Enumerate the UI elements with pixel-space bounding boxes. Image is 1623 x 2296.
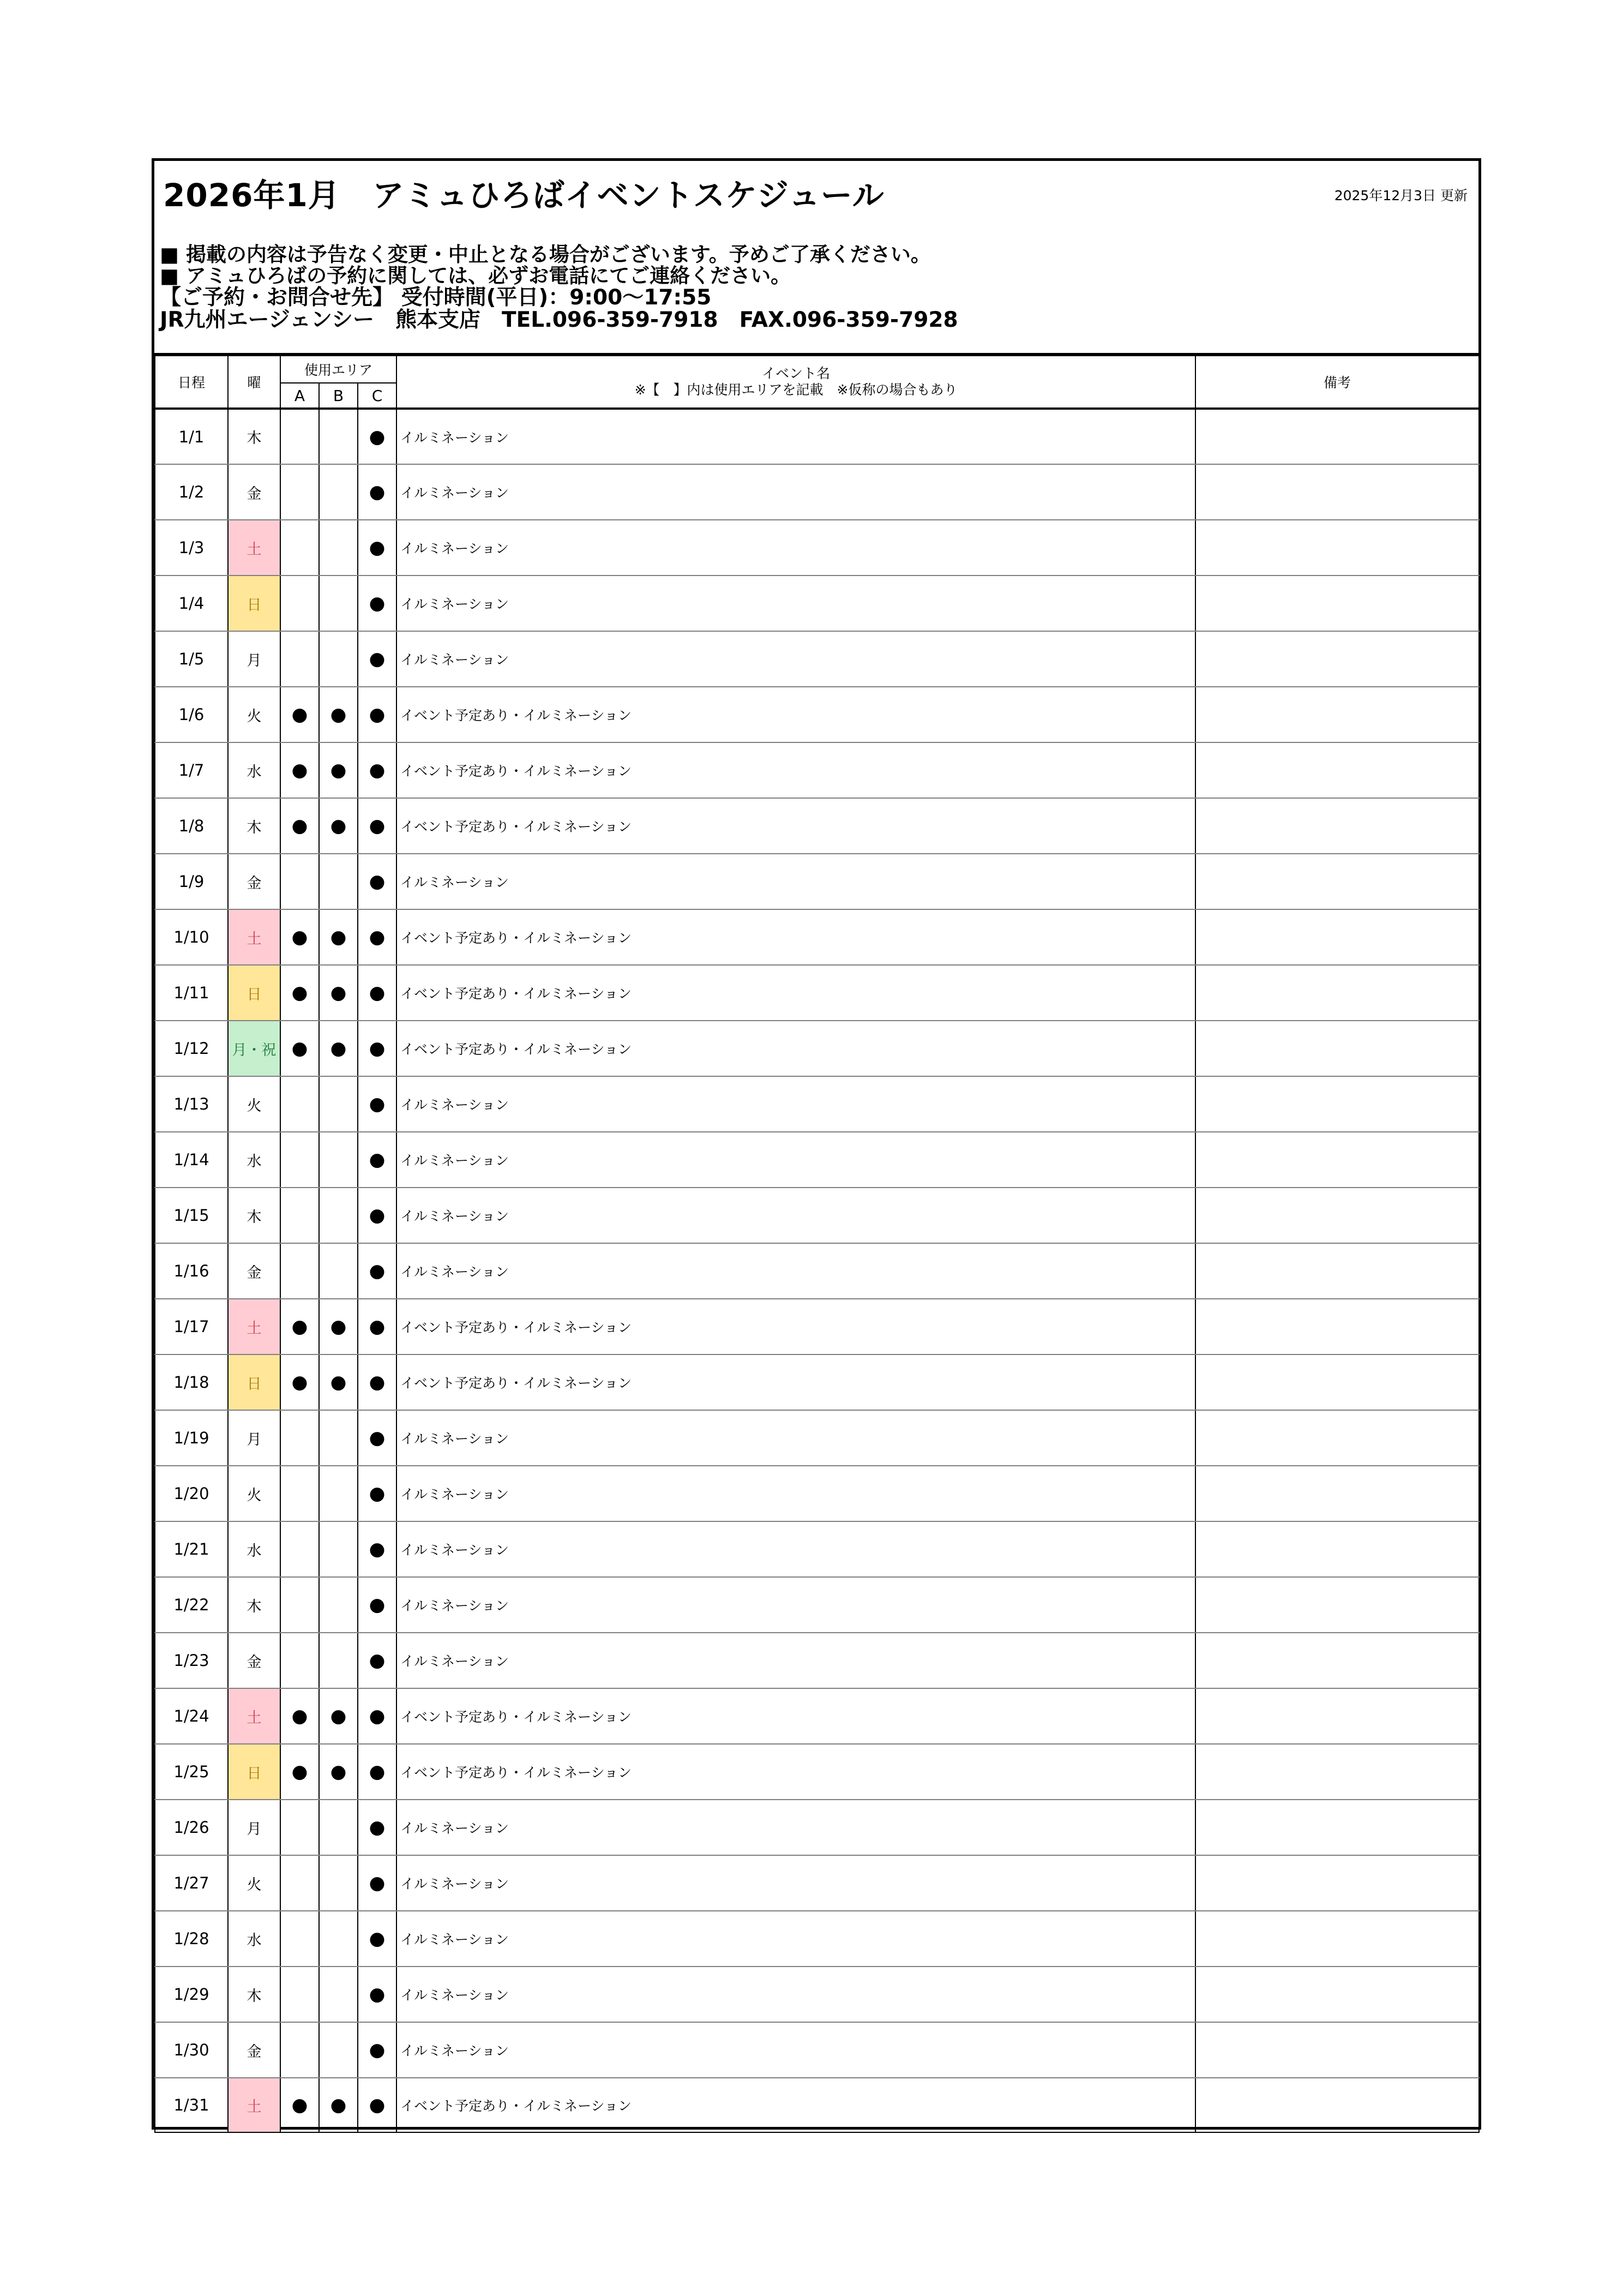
event-name-cell: イルミネーション <box>396 1911 1195 1967</box>
area-b-mark <box>319 1911 358 1967</box>
area-a-mark: ● <box>280 965 319 1021</box>
day-cell: 木 <box>228 1188 280 1243</box>
table-row <box>155 1354 1479 1410</box>
area-c-mark: ● <box>358 909 396 965</box>
area-a-mark <box>280 1132 319 1188</box>
area-c-mark: ● <box>358 576 396 631</box>
date-cell: 1/27 <box>155 1855 228 1911</box>
contact-hours: 【ご予約・お問合せ先】 受付時間(平日)：9:00～17:55 <box>160 285 712 310</box>
event-name-cell: イベント予定あり・イルミネーション <box>396 798 1195 854</box>
event-name-cell: イルミネーション <box>396 1967 1195 2022</box>
event-name-cell: イルミネーション <box>396 854 1195 909</box>
area-a-mark <box>280 854 319 909</box>
day-cell: 火 <box>228 1466 280 1521</box>
note-cell <box>1195 1633 1479 1688</box>
area-a-mark: ● <box>280 1354 319 1410</box>
date-cell: 1/11 <box>155 965 228 1021</box>
area-b-mark <box>319 464 358 520</box>
date-cell: 1/24 <box>155 1688 228 1744</box>
area-c-mark: ● <box>358 1800 396 1855</box>
day-cell: 火 <box>228 1076 280 1132</box>
note-cell <box>1195 631 1479 687</box>
day-cell: 木 <box>228 1577 280 1633</box>
event-name-cell: イルミネーション <box>396 631 1195 687</box>
area-a-mark <box>280 1967 319 2022</box>
day-cell: 水 <box>228 1521 280 1577</box>
date-cell: 1/18 <box>155 1354 228 1410</box>
day-cell: 月・祝 <box>228 1021 280 1076</box>
area-c-mark: ● <box>358 798 396 854</box>
note-cell <box>1195 1911 1479 1967</box>
note-cell <box>1195 1132 1479 1188</box>
area-a-mark: ● <box>280 909 319 965</box>
area-a-mark <box>280 1410 319 1466</box>
day-cell: 月 <box>228 1410 280 1466</box>
note-cell <box>1195 1744 1479 1800</box>
area-b-mark <box>319 1410 358 1466</box>
header-area: 使用エリア <box>280 356 396 383</box>
area-c-mark: ● <box>358 1188 396 1243</box>
table-row <box>155 1188 1479 1243</box>
day-cell: 土 <box>228 1688 280 1744</box>
event-name-cell: イベント予定あり・イルミネーション <box>396 1354 1195 1410</box>
date-cell: 1/9 <box>155 854 228 909</box>
area-a-mark: ● <box>280 2078 319 2132</box>
header-day: 曜 <box>228 356 280 409</box>
table-row <box>155 631 1479 687</box>
day-cell: 火 <box>228 687 280 742</box>
table-row <box>155 1688 1479 1744</box>
table-row <box>155 1132 1479 1188</box>
table-row <box>155 1521 1479 1577</box>
date-cell: 1/15 <box>155 1188 228 1243</box>
note-cell <box>1195 1577 1479 1633</box>
area-b-mark <box>319 1967 358 2022</box>
note-cell <box>1195 742 1479 798</box>
notice-change: ■ 掲載の内容は予告なく変更・中止となる場合がございます。予めご了承ください。 <box>160 243 931 266</box>
event-name-cell: イルミネーション <box>396 1466 1195 1521</box>
area-b-mark <box>319 2022 358 2078</box>
area-a-mark <box>280 409 319 464</box>
note-cell <box>1195 909 1479 965</box>
event-name-cell: イベント予定あり・イルミネーション <box>396 687 1195 742</box>
day-cell: 土 <box>228 520 280 576</box>
area-a-mark <box>280 1855 319 1911</box>
table-row <box>155 1855 1479 1911</box>
area-c-mark: ● <box>358 1076 396 1132</box>
note-cell <box>1195 1076 1479 1132</box>
header-note: 備考 <box>1195 356 1479 409</box>
area-c-mark: ● <box>358 1577 396 1633</box>
note-cell <box>1195 464 1479 520</box>
area-a-mark <box>280 1800 319 1855</box>
day-cell: 木 <box>228 409 280 464</box>
area-c-mark: ● <box>358 1633 396 1688</box>
date-cell: 1/25 <box>155 1744 228 1800</box>
area-a-mark: ● <box>280 798 319 854</box>
note-cell <box>1195 1967 1479 2022</box>
date-cell: 1/7 <box>155 742 228 798</box>
event-name-cell: イルミネーション <box>396 576 1195 631</box>
area-b-mark <box>319 854 358 909</box>
table-row <box>155 1299 1479 1354</box>
day-cell: 水 <box>228 742 280 798</box>
event-name-cell: イルミネーション <box>396 1076 1195 1132</box>
table-row <box>155 965 1479 1021</box>
note-cell <box>1195 520 1479 576</box>
area-b-mark: ● <box>319 1354 358 1410</box>
area-b-mark: ● <box>319 1744 358 1800</box>
area-b-mark <box>319 1855 358 1911</box>
header-area-b: B <box>319 383 358 409</box>
table-row <box>155 1633 1479 1688</box>
day-cell: 土 <box>228 909 280 965</box>
area-a-mark <box>280 1466 319 1521</box>
day-cell: 金 <box>228 2022 280 2078</box>
table-body <box>155 409 1479 2132</box>
area-b-mark: ● <box>319 909 358 965</box>
day-cell: 日 <box>228 1744 280 1800</box>
area-c-mark: ● <box>358 1521 396 1577</box>
area-b-mark <box>319 1076 358 1132</box>
table-row <box>155 1744 1479 1800</box>
area-b-mark <box>319 1633 358 1688</box>
note-cell <box>1195 687 1479 742</box>
day-cell: 木 <box>228 1967 280 2022</box>
area-b-mark: ● <box>319 965 358 1021</box>
note-cell <box>1195 1299 1479 1354</box>
note-cell <box>1195 409 1479 464</box>
area-a-mark: ● <box>280 1744 319 1800</box>
area-a-mark <box>280 1243 319 1299</box>
event-name-cell: イベント予定あり・イルミネーション <box>396 742 1195 798</box>
table-row <box>155 1577 1479 1633</box>
contact-phone-fax: JR九州エージェンシー 熊本支店 TEL.096-359-7918 FAX.096-359-7928 <box>160 308 958 332</box>
schedule-sheet <box>152 158 1481 2130</box>
table-row <box>155 1466 1479 1521</box>
date-cell: 1/29 <box>155 1967 228 2022</box>
date-cell: 1/23 <box>155 1633 228 1688</box>
area-b-mark: ● <box>319 1021 358 1076</box>
updated-date: 2025年12月3日 更新 <box>1334 188 1468 203</box>
area-b-mark <box>319 520 358 576</box>
area-c-mark: ● <box>358 1855 396 1911</box>
area-b-mark <box>319 1132 358 1188</box>
area-c-mark: ● <box>358 631 396 687</box>
area-c-mark: ● <box>358 409 396 464</box>
table-row <box>155 576 1479 631</box>
notice-reservation: ■ アミュひろばの予約に関しては、必ずお電話にてご連絡ください。 <box>160 264 791 287</box>
date-cell: 1/16 <box>155 1243 228 1299</box>
event-name-cell: イルミネーション <box>396 1633 1195 1688</box>
schedule-table <box>154 355 1480 2133</box>
area-c-mark: ● <box>358 1132 396 1188</box>
date-cell: 1/10 <box>155 909 228 965</box>
table-row <box>155 687 1479 742</box>
event-name-cell: イベント予定あり・イルミネーション <box>396 1744 1195 1800</box>
note-cell <box>1195 1466 1479 1521</box>
note-cell <box>1195 1188 1479 1243</box>
area-a-mark <box>280 631 319 687</box>
area-b-mark <box>319 409 358 464</box>
header-area-c: C <box>358 383 396 409</box>
table-row <box>155 2078 1479 2132</box>
table-row <box>155 1076 1479 1132</box>
day-cell: 日 <box>228 965 280 1021</box>
date-cell: 1/17 <box>155 1299 228 1354</box>
day-cell: 金 <box>228 464 280 520</box>
event-name-cell: イルミネーション <box>396 1800 1195 1855</box>
date-cell: 1/20 <box>155 1466 228 1521</box>
note-cell <box>1195 1800 1479 1855</box>
area-b-mark <box>319 576 358 631</box>
header-area-a: A <box>280 383 319 409</box>
area-c-mark: ● <box>358 520 396 576</box>
date-cell: 1/14 <box>155 1132 228 1188</box>
note-cell <box>1195 2022 1479 2078</box>
header-event-note: ※【 】内は使用エリアを記載 ※仮称の場合もあり <box>634 382 958 398</box>
area-b-mark <box>319 1577 358 1633</box>
area-c-mark: ● <box>358 1354 396 1410</box>
date-cell: 1/21 <box>155 1521 228 1577</box>
area-b-mark <box>319 1243 358 1299</box>
table-row <box>155 742 1479 798</box>
event-name-cell: イルミネーション <box>396 1132 1195 1188</box>
table-row <box>155 1243 1479 1299</box>
area-c-mark: ● <box>358 1911 396 1967</box>
note-cell <box>1195 1021 1479 1076</box>
area-c-mark: ● <box>358 854 396 909</box>
table-row <box>155 854 1479 909</box>
area-a-mark: ● <box>280 1688 319 1744</box>
event-name-cell: イベント予定あり・イルミネーション <box>396 2078 1195 2132</box>
table-row <box>155 909 1479 965</box>
day-cell: 土 <box>228 1299 280 1354</box>
area-c-mark: ● <box>358 1688 396 1744</box>
area-a-mark <box>280 464 319 520</box>
area-c-mark: ● <box>358 1466 396 1521</box>
area-c-mark: ● <box>358 1967 396 2022</box>
date-cell: 1/28 <box>155 1911 228 1967</box>
date-cell: 1/12 <box>155 1021 228 1076</box>
area-b-mark <box>319 1188 358 1243</box>
area-a-mark: ● <box>280 1021 319 1076</box>
table-row <box>155 409 1479 464</box>
date-cell: 1/5 <box>155 631 228 687</box>
area-b-mark: ● <box>319 742 358 798</box>
area-a-mark <box>280 1188 319 1243</box>
day-cell: 水 <box>228 1911 280 1967</box>
day-cell: 火 <box>228 1855 280 1911</box>
note-cell <box>1195 576 1479 631</box>
area-a-mark <box>280 1577 319 1633</box>
area-c-mark: ● <box>358 687 396 742</box>
area-c-mark: ● <box>358 464 396 520</box>
area-a-mark: ● <box>280 742 319 798</box>
area-b-mark <box>319 631 358 687</box>
day-cell: 金 <box>228 1243 280 1299</box>
table-row <box>155 520 1479 576</box>
event-name-cell: イベント予定あり・イルミネーション <box>396 1021 1195 1076</box>
event-name-cell: イルミネーション <box>396 1188 1195 1243</box>
area-b-mark: ● <box>319 1299 358 1354</box>
date-cell: 1/4 <box>155 576 228 631</box>
page-title: 2026年1月 アミュひろばイベントスケジュール <box>163 177 885 214</box>
area-a-mark <box>280 1076 319 1132</box>
date-cell: 1/31 <box>155 2078 228 2132</box>
table-row <box>155 1911 1479 1967</box>
date-cell: 1/6 <box>155 687 228 742</box>
event-name-cell: イルミネーション <box>396 409 1195 464</box>
table-row <box>155 2022 1479 2078</box>
area-a-mark <box>280 1633 319 1688</box>
event-name-cell: イベント予定あり・イルミネーション <box>396 1299 1195 1354</box>
table-row <box>155 464 1479 520</box>
table-row <box>155 798 1479 854</box>
table-row <box>155 1800 1479 1855</box>
area-b-mark <box>319 1521 358 1577</box>
area-c-mark: ● <box>358 1299 396 1354</box>
area-b-mark: ● <box>319 798 358 854</box>
area-a-mark <box>280 576 319 631</box>
area-b-mark: ● <box>319 1688 358 1744</box>
table-row <box>155 1967 1479 2022</box>
area-b-mark: ● <box>319 2078 358 2132</box>
note-cell <box>1195 1354 1479 1410</box>
event-name-cell: イルミネーション <box>396 1855 1195 1911</box>
note-cell <box>1195 1410 1479 1466</box>
date-cell: 1/13 <box>155 1076 228 1132</box>
event-name-cell: イルミネーション <box>396 1243 1195 1299</box>
event-name-cell: イベント予定あり・イルミネーション <box>396 909 1195 965</box>
area-a-mark <box>280 1521 319 1577</box>
table-row <box>155 1021 1479 1076</box>
event-name-cell: イルミネーション <box>396 1521 1195 1577</box>
event-name-cell: イルミネーション <box>396 520 1195 576</box>
area-a-mark: ● <box>280 687 319 742</box>
area-b-mark: ● <box>319 687 358 742</box>
area-a-mark: ● <box>280 1299 319 1354</box>
note-cell <box>1195 1855 1479 1911</box>
date-cell: 1/8 <box>155 798 228 854</box>
area-a-mark <box>280 520 319 576</box>
day-cell: 日 <box>228 1354 280 1410</box>
date-cell: 1/22 <box>155 1577 228 1633</box>
area-b-mark <box>319 1466 358 1521</box>
day-cell: 日 <box>228 576 280 631</box>
date-cell: 1/19 <box>155 1410 228 1466</box>
day-cell: 木 <box>228 798 280 854</box>
day-cell: 金 <box>228 854 280 909</box>
date-cell: 1/3 <box>155 520 228 576</box>
area-c-mark: ● <box>358 2022 396 2078</box>
event-name-cell: イベント予定あり・イルミネーション <box>396 1688 1195 1744</box>
header-event-title: イベント名 <box>762 365 831 381</box>
event-name-cell: イベント予定あり・イルミネーション <box>396 965 1195 1021</box>
note-cell <box>1195 965 1479 1021</box>
area-a-mark <box>280 1911 319 1967</box>
area-c-mark: ● <box>358 1410 396 1466</box>
area-c-mark: ● <box>358 965 396 1021</box>
note-cell <box>1195 798 1479 854</box>
day-cell: 月 <box>228 631 280 687</box>
sheet-header <box>154 161 1478 355</box>
area-c-mark: ● <box>358 2078 396 2132</box>
note-cell <box>1195 2078 1479 2132</box>
area-c-mark: ● <box>358 742 396 798</box>
date-cell: 1/26 <box>155 1800 228 1855</box>
event-name-cell: イルミネーション <box>396 464 1195 520</box>
day-cell: 金 <box>228 1633 280 1688</box>
day-cell: 水 <box>228 1132 280 1188</box>
note-cell <box>1195 854 1479 909</box>
table-row <box>155 1410 1479 1466</box>
header-date: 日程 <box>155 356 228 409</box>
event-name-cell: イルミネーション <box>396 2022 1195 2078</box>
day-cell: 土 <box>228 2078 280 2132</box>
area-c-mark: ● <box>358 1243 396 1299</box>
area-c-mark: ● <box>358 1744 396 1800</box>
date-cell: 1/30 <box>155 2022 228 2078</box>
table-header <box>155 356 1479 409</box>
note-cell <box>1195 1688 1479 1744</box>
note-cell <box>1195 1521 1479 1577</box>
event-name-cell: イルミネーション <box>396 1577 1195 1633</box>
header-event <box>396 356 1195 409</box>
day-cell: 月 <box>228 1800 280 1855</box>
date-cell: 1/2 <box>155 464 228 520</box>
area-c-mark: ● <box>358 1021 396 1076</box>
note-cell <box>1195 1243 1479 1299</box>
area-b-mark <box>319 1800 358 1855</box>
area-a-mark <box>280 2022 319 2078</box>
event-name-cell: イルミネーション <box>396 1410 1195 1466</box>
date-cell: 1/1 <box>155 409 228 464</box>
